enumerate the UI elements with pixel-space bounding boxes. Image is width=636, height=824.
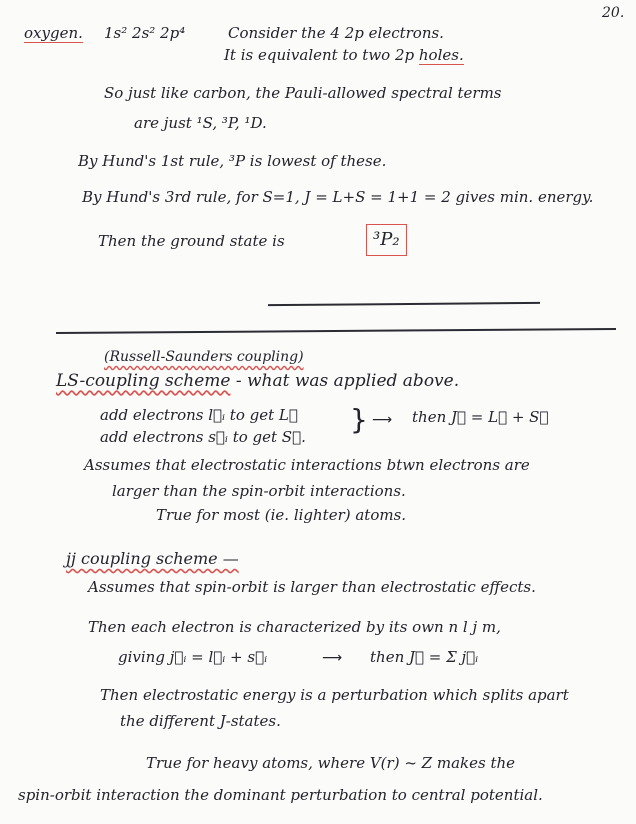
consider-line: Consider the 4 2p electrons. [228,24,444,42]
divider-lower [56,328,616,333]
hund-third-rule: By Hund's 3rd rule, for S=1, J = L+S = 1+1 = 2 gives min. energy. [82,188,594,206]
assumes-ls-line: Assumes that electrostatic interactions btwn electrons are [84,456,530,474]
right-arrow-icon: ⟶ [372,412,393,428]
assumes-jj-line: Assumes that spin-orbit is larger than electrostatic effects. [88,578,536,596]
larger-line: larger than the spin-orbit interactions. [112,482,406,500]
jj-heading-text: jj coupling scheme — [66,549,239,568]
electron-characterized-line: Then each electron is characterized by its own n l j m, [88,618,501,636]
hund-first-rule: By Hund's 1st rule, ³P is lowest of these. [78,152,387,170]
page-number: 20. [602,5,625,21]
ls-heading-rest: - what was applied above. [230,371,460,391]
holes-line-text: It is equivalent to two 2p [224,46,419,64]
spin-orbit-dominant-line: spin-orbit interaction the dominant perturbation to central potential. [18,786,543,804]
element-label [24,24,83,42]
implies-arrow-icon: ⟶ [322,650,343,666]
carbon-line: So just like carbon, the Pauli-allowed spectral terms [104,84,502,102]
add-spin-line: add electrons s⃗ᵢ to get S⃗. [100,428,306,446]
holes-line [224,46,464,64]
add-orbital-line: add electrons l⃗ᵢ to get L⃗ [100,406,298,424]
electrostatic-perturbation-line: Then electrostatic energy is a perturbation which splits apart [100,686,569,704]
holes-word: holes. [418,46,464,64]
divider-upper [268,302,540,306]
giving-ji: giving j⃗ᵢ = l⃗ᵢ + s⃗ᵢ [118,648,268,666]
ground-state-line: Then the ground state is [98,232,285,250]
then-j-sum: then J⃗ = Σ j⃗ᵢ [370,648,479,666]
russell-saunders-note [104,348,304,366]
total-angular-momentum: then J⃗ = L⃗ + S⃗ [412,408,549,426]
ls-heading [56,372,459,390]
brace-icon: } [350,403,368,436]
heavy-atoms-line: True for heavy atoms, where V(r) ~ Z makes the [146,754,516,772]
ls-heading-title: LS-coupling scheme [56,371,231,391]
terms-line: are just ¹S, ³P, ¹D. [134,114,267,132]
j-states-line: the different J-states. [120,712,281,730]
true-light-atoms: True for most (ie. lighter) atoms. [156,506,407,524]
russell-saunders-text: (Russell-Saunders coupling) [104,349,304,365]
electron-config: 1s² 2s² 2p⁴ [104,24,186,42]
jj-heading [66,550,239,568]
element-name: oxygen. [24,24,83,42]
ground-state-term: ³P₂ [366,224,407,256]
